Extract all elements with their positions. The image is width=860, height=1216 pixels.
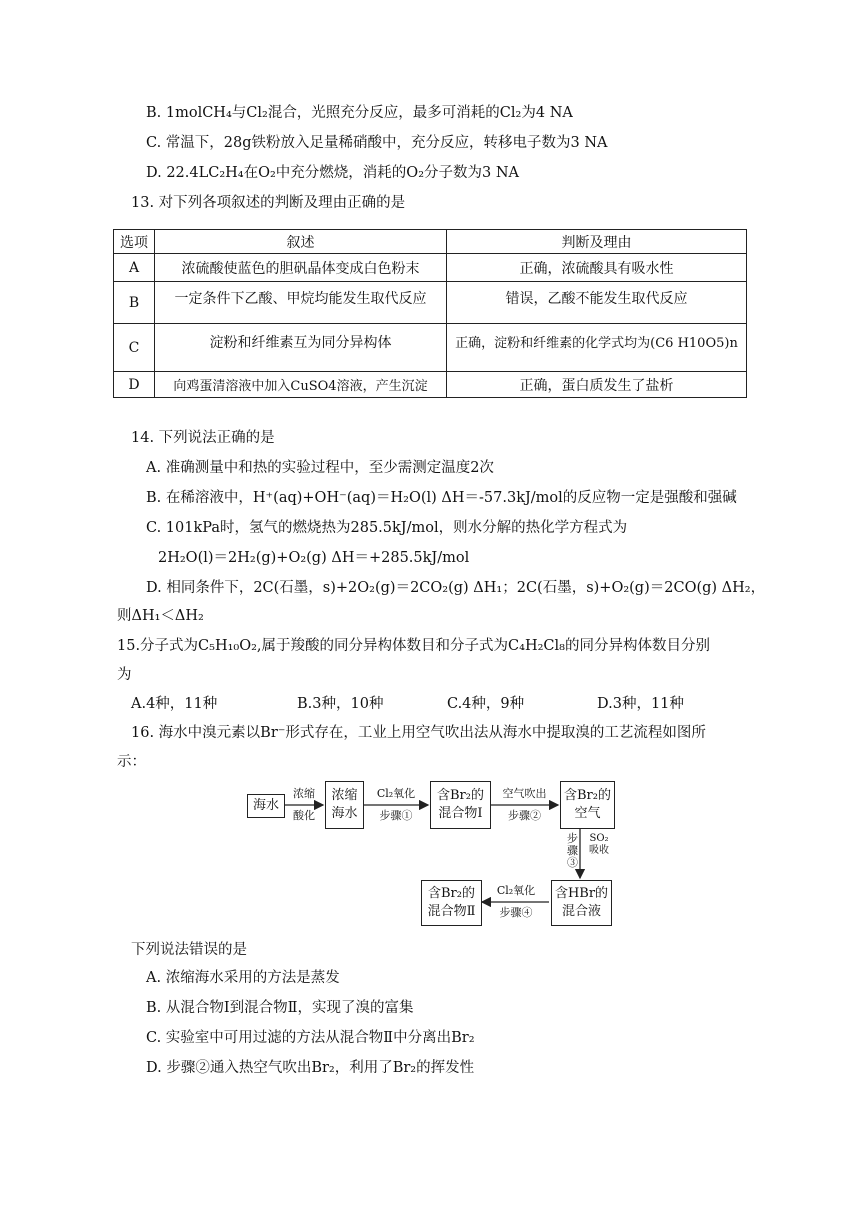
q15-stem: 15.分子式为C₅H₁₀O₂,属于羧酸的同分异构体数目和分子式为C₄H₂Cl₈的同分异构体数目分别 — [117, 638, 710, 654]
q14-option-c: C. 101kPa时，氢气的燃烧热为285.5kJ/mol，则水分解的热化学方程式为 — [146, 520, 628, 536]
box-seawater — [247, 794, 285, 818]
arrow-label-bottom: 步骤① — [379, 809, 413, 822]
box-hbr-solution — [551, 880, 612, 926]
q16-question: 下列说法错误的是 — [131, 942, 247, 958]
statement-cell: 浓硫酸使蓝色的胆矾晶体变成白色粉末 — [155, 254, 447, 282]
arrow-label-top: Cl₂氧化 — [376, 787, 416, 800]
box-label: 混合物Ⅱ — [427, 904, 476, 919]
option-cell: B — [114, 282, 155, 324]
table-row — [114, 282, 747, 324]
q16-stem-cont: 示： — [117, 754, 146, 770]
box-label: 浓缩 — [331, 788, 358, 803]
judgment-cell: 正确，浓硫酸具有吸水性 — [447, 254, 747, 282]
bromine-extraction-flowchart — [245, 775, 620, 930]
q15-option-c: C.4种，9种 — [447, 696, 525, 712]
arrow-label-bottom: 步骤④ — [499, 906, 533, 919]
judgment-cell: 正确，淀粉和纤维素的化学式均为(C6 H10O5)n — [447, 324, 747, 372]
q12-option-c: C. 常温下，28g铁粉放入足量稀硝酸中，充分反应，转移电子数为3 NA — [146, 135, 608, 151]
box-bromine-air — [560, 781, 615, 829]
option-cell: D — [114, 372, 155, 398]
header-cell: 判断及理由 — [447, 230, 747, 254]
q12-option-d: D. 22.4LC₂H₄在O₂中充分燃烧，消耗的O₂分子数为3 NA — [146, 165, 519, 181]
box-label: 含Br₂的 — [564, 788, 611, 803]
table-row — [114, 324, 747, 372]
box-label: 含Br₂的 — [437, 788, 484, 803]
q16-option-c: C. 实验室中可用过滤的方法从混合物Ⅱ中分离出Br₂ — [146, 1030, 475, 1046]
box-label: 混合液 — [561, 904, 601, 919]
q14-stem: 14. 下列说法正确的是 — [131, 430, 275, 446]
header-cell: 叙述 — [155, 230, 447, 254]
q15-option-b: B.3种，10种 — [297, 696, 384, 712]
q13-stem: 13. 对下列各项叙述的判断及理由正确的是 — [131, 195, 406, 211]
q16-option-d: D. 步骤②通入热空气吹出Br₂，利用了Br₂的挥发性 — [146, 1060, 475, 1076]
judgment-cell: 正确，蛋白质发生了盐析 — [447, 372, 747, 398]
box-label: 空气 — [574, 806, 601, 821]
table-header-row — [114, 230, 747, 254]
judgment-cell: 错误，乙酸不能发生取代反应 — [447, 282, 747, 324]
arrow-label-bottom: 步骤② — [508, 809, 541, 822]
box-label: 海水 — [331, 806, 358, 821]
q12-option-b: B. 1molCH₄与Cl₂混合，光照充分反应，最多可消耗的Cl₂为4 NA — [146, 105, 573, 121]
q14-option-a: A. 准确测量中和热的实验过程中，至少需测定温度2次 — [146, 460, 494, 476]
box-label: 含Br₂的 — [428, 886, 475, 901]
q15-stem-cont: 为 — [117, 667, 132, 683]
statement-cell: 淀粉和纤维素互为同分异构体 — [155, 324, 447, 372]
q16-option-a: A. 浓缩海水采用的方法是蒸发 — [146, 970, 340, 986]
box-label: 混合物Ⅰ — [438, 806, 483, 821]
arrow-label-right: SO₂吸收 — [589, 833, 609, 856]
box-mixture-2 — [421, 880, 482, 926]
arrow-label-left: 步骤③ — [567, 832, 578, 869]
box-mixture-1 — [430, 781, 491, 829]
arrow-label-bottom: 酸化 — [293, 809, 315, 822]
q14-option-d-conclusion: 则ΔH₁＜ΔH₂ — [117, 608, 204, 624]
option-cell: C — [114, 324, 155, 372]
q13-table — [113, 229, 747, 398]
statement-cell: 向鸡蛋清溶液中加入CuSO4溶液，产生沉淀 — [155, 372, 447, 398]
box-label: 海水 — [252, 798, 279, 813]
q14-option-d: D. 相同条件下，2C(石墨，s)+2O₂(g)＝2CO₂(g) ΔH₁；2C(石墨，s)+O₂(g)＝2CO(g) ΔH₂， — [146, 580, 766, 596]
q16-stem: 16. 海水中溴元素以Br⁻形式存在，工业上用空气吹出法从海水中提取溴的工艺流程如图所 — [131, 725, 706, 741]
q14-option-b: B. 在稀溶液中，H⁺(aq)+OH⁻(aq)＝H₂O(l) ΔH＝-57.3kJ/mol的反应物一定是强酸和强碱 — [146, 490, 737, 506]
header-cell: 选项 — [114, 230, 155, 254]
arrow-label-top: 浓缩 — [293, 787, 315, 800]
q14-option-c-equation: 2H₂O(l)＝2H₂(g)+O₂(g) ΔH＝+285.5kJ/mol — [158, 550, 470, 566]
table-row — [114, 254, 747, 282]
arrow-label-top: 空气吹出 — [502, 787, 547, 800]
statement-cell: 一定条件下乙酸、甲烷均能发生取代反应 — [155, 282, 447, 324]
table-row — [114, 372, 747, 398]
option-cell: A — [114, 254, 155, 282]
q16-option-b: B. 从混合物Ⅰ到混合物Ⅱ，实现了溴的富集 — [146, 1000, 414, 1016]
box-label: 含HBr的 — [554, 886, 609, 901]
box-concentrated-seawater — [325, 781, 364, 829]
q15-option-d: D.3种，11种 — [597, 696, 684, 712]
q15-option-a: A.4种，11种 — [131, 696, 218, 712]
arrow-label-top: Cl₂氧化 — [496, 884, 536, 897]
